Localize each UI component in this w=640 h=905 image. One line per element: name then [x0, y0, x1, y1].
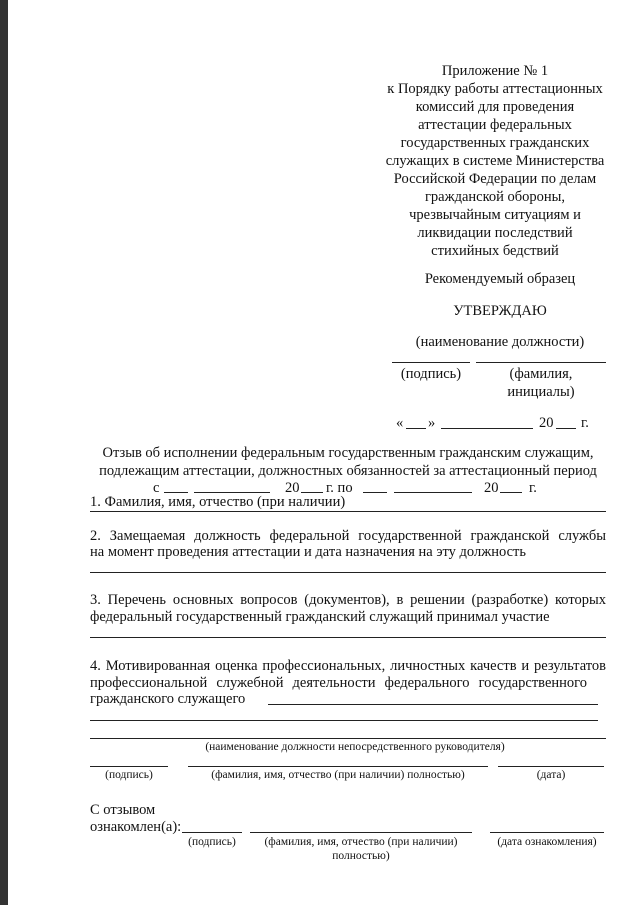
item-1-label: 1. Фамилия, имя, отчество (при наличии) [90, 494, 346, 510]
date-month-line[interactable] [441, 428, 533, 429]
item-3-line-2: федеральный государственный гражданский служащий принимал участие [90, 609, 550, 625]
acknowledge-name-line[interactable] [250, 832, 472, 833]
sample-label: Рекомендуемый образец [424, 271, 576, 287]
appendix-line: гражданской обороны, [424, 189, 566, 205]
date-year-line[interactable] [556, 428, 576, 429]
period-to-month-line[interactable] [394, 492, 472, 493]
period-mid: г. по [326, 480, 353, 496]
item-4-field-2[interactable] [90, 720, 598, 721]
approve-position-label: (наименование должности) [415, 334, 585, 350]
date-day-line[interactable] [406, 428, 426, 429]
appendix-line: чрезвычайным ситуациям и [409, 207, 581, 223]
appendix-line: Российской Федерации по делам [393, 171, 597, 187]
item-3-field[interactable] [90, 637, 606, 638]
scan-border [0, 0, 8, 905]
period-year-2-line[interactable] [500, 492, 522, 493]
acknowledge-signature-line[interactable] [182, 832, 242, 833]
supervisor-name-label: (фамилия, имя, отчество (при наличии) полностью) [211, 769, 465, 781]
item-4-line-3: гражданского служащего [90, 691, 246, 707]
item-2-line-2: на момент проведения аттестации и дата назначения на эту должность [90, 544, 527, 560]
approve-name-label-1: (фамилия, [509, 366, 573, 382]
approve-signature-label: (подпись) [400, 366, 462, 382]
period-year-2: 20 [484, 480, 499, 496]
item-3-line-1: 3. Перечень основных вопросов (документов), в решении (разработке) которых [90, 592, 606, 608]
appendix-line: Приложение № 1 [441, 63, 549, 79]
period-year-1: 20 [285, 480, 300, 496]
supervisor-signature-line[interactable] [90, 766, 168, 767]
period-end: г. [529, 480, 537, 496]
date-year-suffix: г. [581, 415, 589, 431]
appendix-line: к Порядку работы аттестационных [387, 81, 603, 97]
appendix-line: служащих в системе Министерства [385, 153, 605, 169]
review-heading-1: Отзыв об исполнении федеральным государственным гражданским служащим, [102, 445, 594, 461]
acknowledge-line-1: С отзывом [90, 802, 156, 818]
acknowledge-name-label-1: (фамилия, имя, отчество (при наличии) [264, 836, 458, 848]
approve-name-label-2: инициалы) [507, 384, 575, 400]
supervisor-date-label: (дата) [536, 769, 566, 781]
date-close-quote: » [428, 415, 436, 431]
item-2-field[interactable] [90, 572, 606, 573]
acknowledge-date-label: (дата ознакомления) [497, 836, 597, 848]
item-4-field-3[interactable] [90, 738, 606, 739]
appendix-line: стихийных бедствий [431, 243, 559, 259]
supervisor-date-line[interactable] [498, 766, 604, 767]
item-4-line-2: профессиональной служебной деятельности федерального государственного [90, 675, 587, 691]
appendix-line: ликвидации последствий [417, 225, 573, 241]
approve-name-line[interactable] [476, 362, 606, 363]
supervisor-position-label: (наименование должности непосредственного руководителя) [205, 741, 505, 753]
item-2-line-1: 2. Замещаемая должность федеральной государственной гражданской службы [90, 528, 606, 544]
review-heading-2: подлежащим аттестации, должностных обязанностей за аттестационный период [99, 463, 597, 479]
acknowledge-date-line[interactable] [490, 832, 604, 833]
acknowledge-line-2: ознакомлен(а): [90, 819, 182, 835]
appendix-line: комиссий для проведения [415, 99, 575, 115]
date-open-quote: « [396, 415, 404, 431]
period-from: с [153, 480, 160, 496]
supervisor-signature-label: (подпись) [105, 769, 153, 781]
item-4-line-1: 4. Мотивированная оценка профессиональных, личностных качеств и результатов [90, 658, 606, 674]
acknowledge-name-label-2: полностью) [332, 850, 390, 862]
period-to-day-line[interactable] [363, 492, 387, 493]
item-4-field-1[interactable] [268, 704, 598, 705]
approve-signature-line[interactable] [392, 362, 470, 363]
appendix-line: аттестации федеральных [418, 117, 572, 133]
supervisor-name-line[interactable] [188, 766, 488, 767]
acknowledge-signature-label: (подпись) [188, 836, 236, 848]
approve-title: УТВЕРЖДАЮ [453, 303, 547, 319]
item-1-field[interactable] [90, 511, 606, 512]
date-year-prefix: 20 [539, 415, 554, 431]
appendix-line: государственных гражданских [400, 135, 590, 151]
